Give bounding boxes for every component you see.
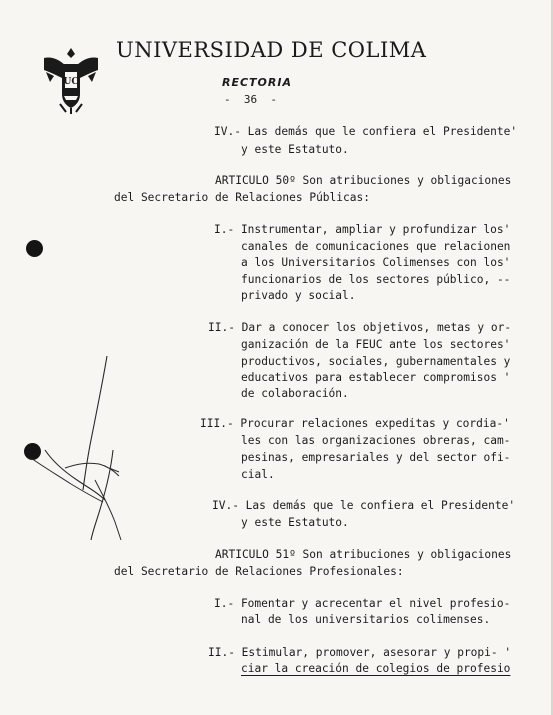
text-line: a los Universitarios Colimenses con los' (241, 256, 511, 269)
text-line: productivos, sociales, gubernamentales y (241, 355, 511, 368)
article-heading: ARTICULO 51º Son atribuciones y obligaciones (215, 548, 512, 561)
text-line: ganización de la FEUC ante los sectores' (241, 338, 511, 351)
text-line: I.- Instrumentar, ampliar y profundizar los' (214, 223, 511, 236)
page-number: - 36 - (224, 93, 277, 106)
text-line: IV.- Las demás que le confiera el Presidente' (214, 125, 518, 138)
punch-hole (26, 240, 43, 257)
office-title: RECTORIA (222, 76, 292, 89)
text-line: III.- Procurar relaciones expeditas y cordia-' (200, 417, 510, 430)
text-line: de colaboración. (241, 387, 349, 400)
text-line: II.- Estimular, promover, asesorar y propi- ' (208, 646, 512, 659)
text-line: I.- Fomentar y acrecentar el nivel profesio- (214, 597, 511, 610)
text-line: del Secretario de Relaciones Públicas: (114, 191, 370, 204)
article-heading: ARTICULO 50º Son atribuciones y obligaciones (215, 174, 512, 187)
text-line: y este Estatuto. (241, 516, 349, 529)
text-line: privado y social. (241, 289, 356, 302)
text-line: pesinas, empresariales y del sector ofi- (241, 451, 511, 464)
text-line: educativos para establecer compromisos ' (241, 371, 511, 384)
text-line: y este Estatuto. (241, 143, 349, 156)
text-line: IV.- Las demás que le confiera el Presidente' (212, 499, 516, 512)
text-line: nal de los universitarios colimenses. (241, 613, 491, 626)
university-name: UNIVERSIDAD DE COLIMA (116, 38, 427, 62)
svg-text:UC: UC (63, 77, 79, 87)
text-line: ciar la creación de colegios de profesio (241, 662, 511, 675)
text-line: del Secretario de Relaciones Profesionales: (114, 565, 404, 578)
handwritten-signature (25, 350, 135, 550)
text-line: canales de comunicaciones que relacionen (241, 240, 511, 253)
university-seal-logo (42, 46, 100, 114)
text-line: les con las organizaciones obreras, cam- (241, 434, 511, 447)
text-line: cial. (241, 468, 275, 481)
text-line: funcionarios de los sectores público, -- (241, 273, 511, 286)
text-line: II.- Dar a conocer los objetivos, metas y or- (208, 321, 512, 334)
